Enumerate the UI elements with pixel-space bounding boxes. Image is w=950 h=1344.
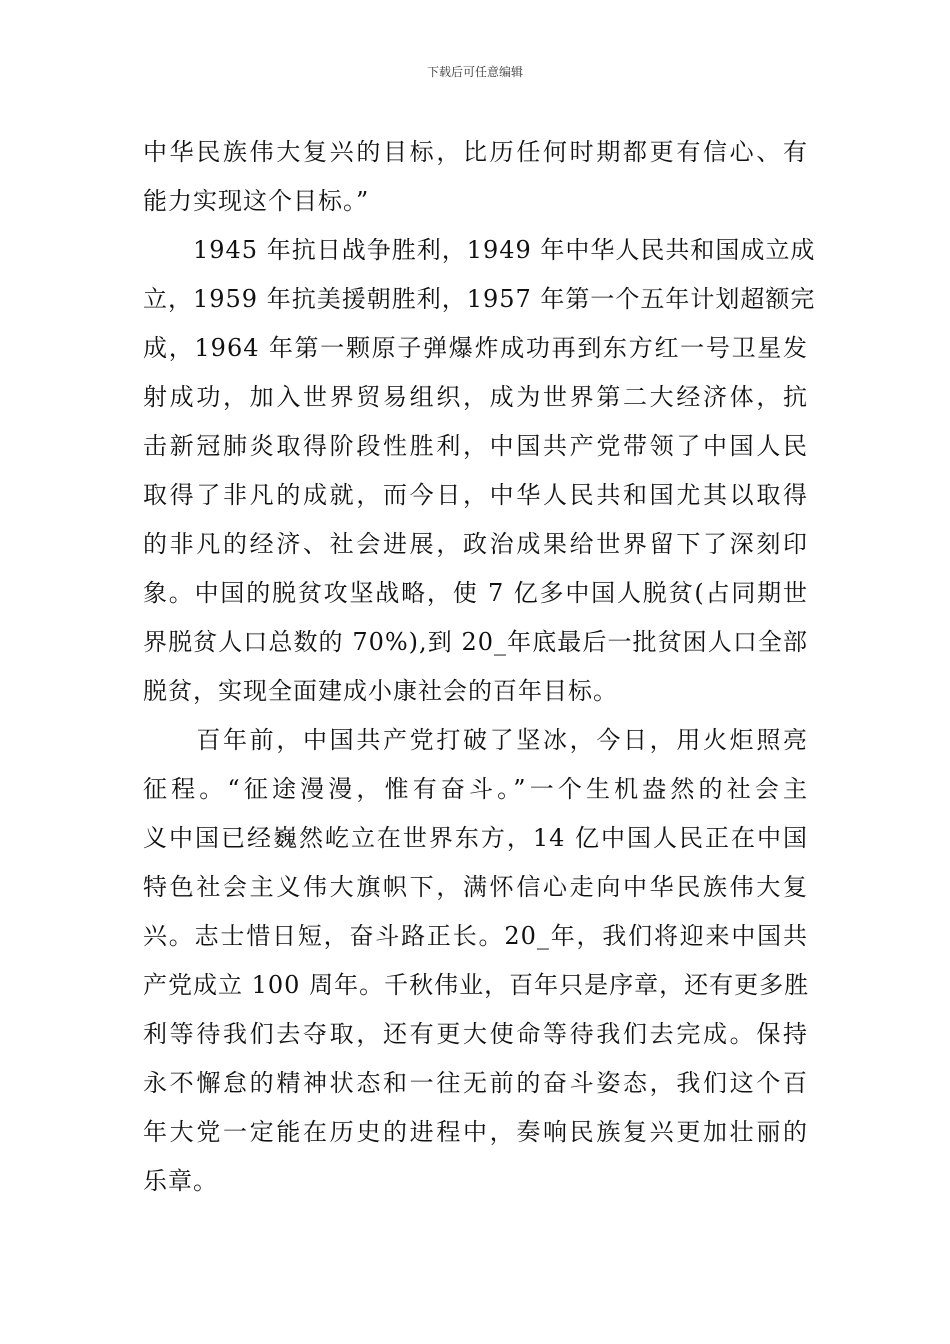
paragraph-3-line-3: 义中国已经巍然屹立在世界东方，14 亿中国人民正在中国 xyxy=(143,824,808,852)
paragraph-3-line-6: 产党成立 100 周年。千秋伟业，百年只是序章，还有更多胜 xyxy=(143,971,810,999)
paragraph-1-line-2: 能力实现这个目标。” xyxy=(143,187,370,215)
paragraph-2-line-7: 的非凡的经济、社会进展，政治成果给世界留下了深刻印 xyxy=(143,530,808,558)
paragraph-2-line-9: 界脱贫人口总数的 70%),到 20_年底最后一批贫困人口全部 xyxy=(143,628,808,656)
paragraph-3-line-1: 百年前，中国共产党打破了坚冰，今日，用火炬照亮 xyxy=(143,726,808,754)
page-header: 下载后可任意编辑 xyxy=(426,65,523,79)
paragraph-2-line-2: 立，1959 年抗美援朝胜利，1957 年第一个五年计划超额完 xyxy=(143,285,816,313)
paragraph-3-line-8: 永不懈怠的精神状态和一往无前的奋斗姿态，我们这个百 xyxy=(143,1069,808,1097)
body-text xyxy=(143,128,816,1206)
paragraph-2-line-1: 1945 年抗日战争胜利，1949 年中华人民共和国成立成 xyxy=(143,236,816,264)
paragraph-2-line-8: 象。中国的脱贫攻坚战略，使 7 亿多中国人脱贫(占同期世 xyxy=(143,579,808,607)
paragraph-3-line-10: 乐章。 xyxy=(143,1167,218,1195)
paragraph-2-line-6: 取得了非凡的成就，而今日，中华人民共和国尤其以取得 xyxy=(143,481,808,509)
paragraph-3-line-4: 特色社会主义伟大旗帜下，满怀信心走向中华民族伟大复 xyxy=(143,873,808,901)
paragraph-3-line-2: 征程。“征途漫漫，惟有奋斗。”一个生机盎然的社会主 xyxy=(143,775,808,803)
paragraph-3-line-7: 利等待我们去夺取，还有更大使命等待我们去完成。保持 xyxy=(143,1020,808,1048)
paragraph-2-line-10: 脱贫，实现全面建成小康社会的百年目标。 xyxy=(143,677,618,705)
paragraph-1-line-1: 中华民族伟大复兴的目标，比历任何时期都更有信心、有 xyxy=(143,138,808,166)
paragraph-2-line-3: 成，1964 年第一颗原子弹爆炸成功再到东方红一号卫星发 xyxy=(143,334,808,362)
paragraph-3-line-5: 兴。志士惜日短，奋斗路正长。20_年，我们将迎来中国共 xyxy=(143,922,808,950)
paragraph-2-line-5: 击新冠肺炎取得阶段性胜利，中国共产党带领了中国人民 xyxy=(143,432,808,460)
paragraph-3-line-9: 年大党一定能在历史的进程中，奏响民族复兴更加壮丽的 xyxy=(143,1118,808,1146)
paragraph-2-line-4: 射成功，加入世界贸易组织，成为世界第二大经济体，抗 xyxy=(143,383,808,411)
